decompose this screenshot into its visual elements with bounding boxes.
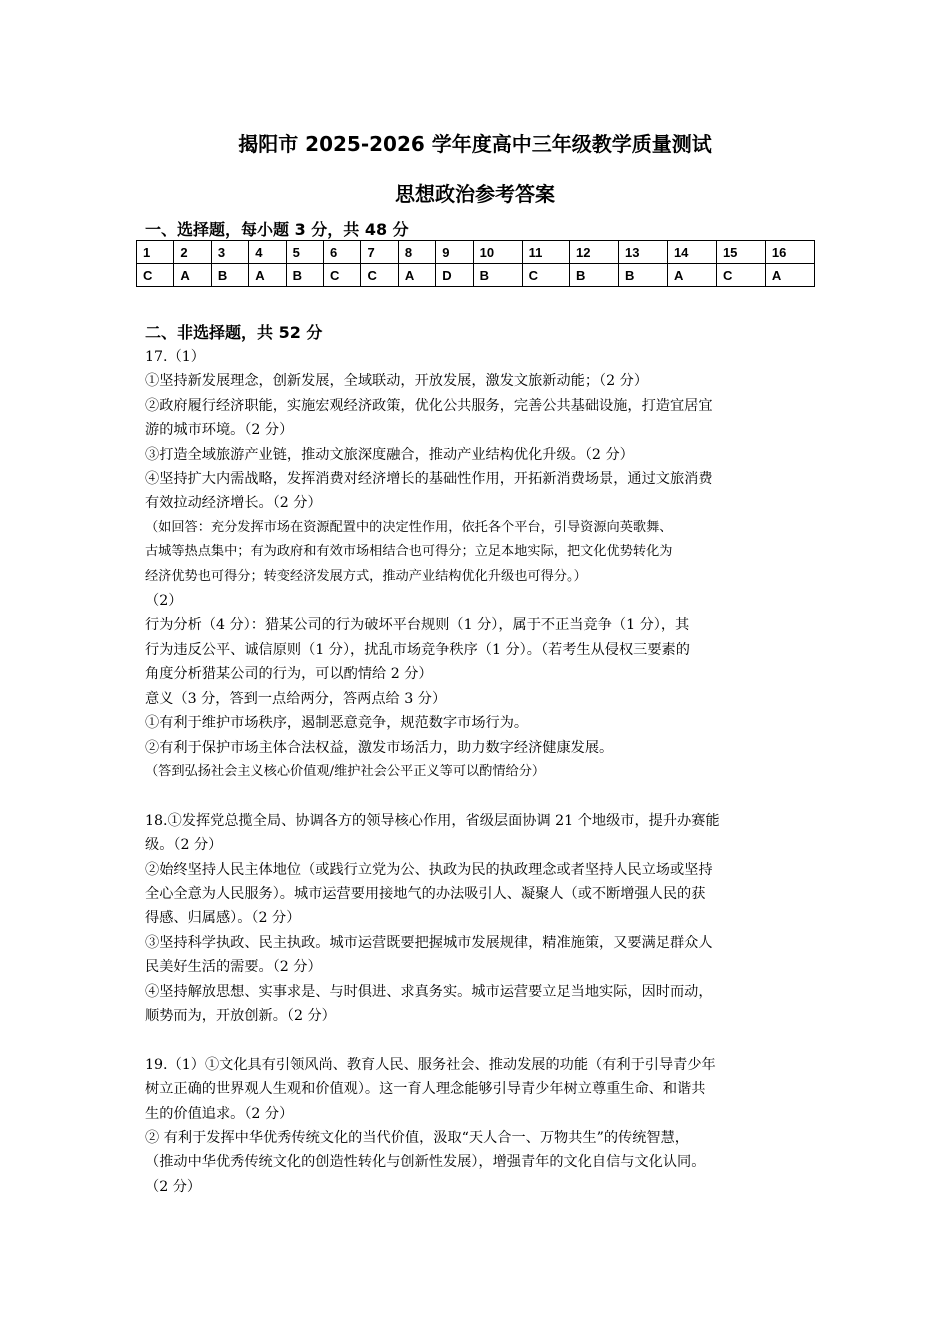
answer-line: 游的城市环境。（2 分） [145,422,294,439]
question-number: 4 [249,241,286,264]
question-number: 7 [361,241,398,264]
answer-line: 民美好生活的需要。（2 分） [145,959,322,976]
question-number: 9 [436,241,473,264]
question-number: 1 [137,241,174,264]
answer-line: 顺势而为，开放创新。（2 分） [145,1007,336,1024]
answer-cell: B [473,264,522,287]
scoring-note-line: （答到弘扬社会主义核心价值观/维护社会公平正义等可以酌情给分） [145,763,546,779]
section-heading-choice: 一、选择题，每小题 3 分，共 48 分 [145,220,409,239]
blank-line [145,1028,809,1052]
answer-cell: D [436,264,473,287]
answer-line: ③坚持科学执政、民主执政。城市运营既要把握城市发展规律，精准施策，又要满足群众人 [145,934,713,951]
answer-cell: C [716,264,765,287]
answer-cell: C [522,264,569,287]
answer-line: 意义（3 分，答到一点给两分，答两点给 3 分） [145,690,447,707]
answer-line: 19.（1）①文化具有引领风尚、教育人民、服务社会、推动发展的功能（有利于引导青少年 [145,1056,716,1073]
answer-cell: A [667,264,716,287]
answer-line: 得感、归属感）。（2 分） [145,910,301,927]
answer-line: （推动中华优秀传统文化的创造性转化与创新性发展），增强青年的文化自信与文化认同。 [145,1154,706,1171]
answer-line: （2 分） [145,1178,202,1195]
question-number: 3 [211,241,248,264]
answer-cell: A [174,264,211,287]
answer-line: ④坚持解放思想、实事求是、与时俱进、求真务实。城市运营要立足当地实际，因时而动， [145,983,713,1000]
answer-cell: C [361,264,398,287]
answer-line: 18.①发挥党总揽全局、协调各方的领导核心作用，省级层面协调 21 个地级市，提升办赛能 [145,812,720,829]
scoring-note-line: 经济优势也可得分；转变经济发展方式，推动产业结构优化升级也可得分。） [145,568,587,584]
answer-line: （2） [145,593,183,610]
answer-table-answer-row [137,264,815,287]
answer-line: ③打造全域旅游产业链，推动文旅深度融合，推动产业结构优化升级。（2 分） [145,446,634,463]
answer-line: 级。（2 分） [145,837,223,854]
question-number: 11 [522,241,569,264]
question-number: 16 [765,241,814,264]
question-number: 2 [174,241,211,264]
answer-line: 生的价值追求。（2 分） [145,1105,294,1122]
answer-line: 行为违反公平、诚信原则（1 分），扰乱市场竞争秩序（1 分）。（若考生从侵权三要素的 [145,641,690,658]
answer-line: 角度分析猎某公司的行为，可以酌情给 2 分） [145,666,433,683]
section-heading-nonchoice: 二、非选择题，共 52 分 [145,323,323,342]
question-number: 13 [618,241,667,264]
answer-cell: B [211,264,248,287]
answer-cell: A [765,264,814,287]
scoring-note-line: 古城等热点集中；有为政府和有效市场相结合也可得分；立足本地实际，把文化优势转化为 [145,544,673,560]
question-number: 12 [569,241,618,264]
question-number: 10 [473,241,522,264]
answer-line: ②有利于保护市场主体合法权益，激发市场活力，助力数字经济健康发展。 [145,739,614,756]
answer-cell: C [137,264,174,287]
answer-cell: A [398,264,435,287]
question-number: 6 [324,241,361,264]
answer-line: ①坚持新发展理念，创新发展，全域联动，开放发展，激发文旅新动能；（2 分） [145,373,649,390]
answer-table [136,240,815,287]
answer-table-number-row [137,241,815,264]
answer-line: 17.（1） [145,349,205,365]
question-number: 8 [398,241,435,264]
scoring-note-line: （如回答：充分发挥市场在资源配置中的决定性作用，依托各个平台，引导资源向英歌舞、 [145,519,673,535]
answer-line: ②政府履行经济职能，实施宏观经济政策，优化公共服务，完善公共基础设施，打造宜居宜 [145,397,713,414]
answer-line: ② 有利于发挥中华优秀传统文化的当代价值，汲取“天人合一、万物共生”的传统智慧， [145,1129,689,1146]
answer-line: 全心全意为人民服务）。城市运营要用接地气的办法吸引人、凝聚人（或不断增强人民的获 [145,885,706,902]
answer-cell: B [569,264,618,287]
answer-cell: C [324,264,361,287]
answer-line: ①有利于维护市场秩序，遏制恶意竞争，规范数字市场行为。 [145,715,529,732]
question-number: 14 [667,241,716,264]
answer-line: 树立正确的世界观人生观和价值观）。这一育人理念能够引导青少年树立尊重生命、和谐共 [145,1081,706,1098]
answer-body [145,345,809,1199]
answer-line: 有效拉动经济增长。（2 分） [145,495,322,512]
answer-line: 行为分析（4 分）：猎某公司的行为破坏平台规则（1 分），属于不正当竞争（1 分），其 [145,617,690,634]
document-title: 揭阳市 2025-2026 学年度高中三年级教学质量测试 [238,132,712,156]
answer-cell: A [249,264,286,287]
document-subtitle: 思想政治参考答案 [395,182,555,206]
question-number: 15 [716,241,765,264]
answer-line: ②始终坚持人民主体地位（或践行立党为公、执政为民的执政理念或者坚持人民立场或坚持 [145,861,713,878]
question-number: 5 [286,241,323,264]
blank-line [145,784,809,808]
answer-cell: B [286,264,323,287]
answer-cell: B [618,264,667,287]
answer-line: ④坚持扩大内需战略，发挥消费对经济增长的基础性作用，开拓新消费场景，通过文旅消费 [145,471,713,488]
